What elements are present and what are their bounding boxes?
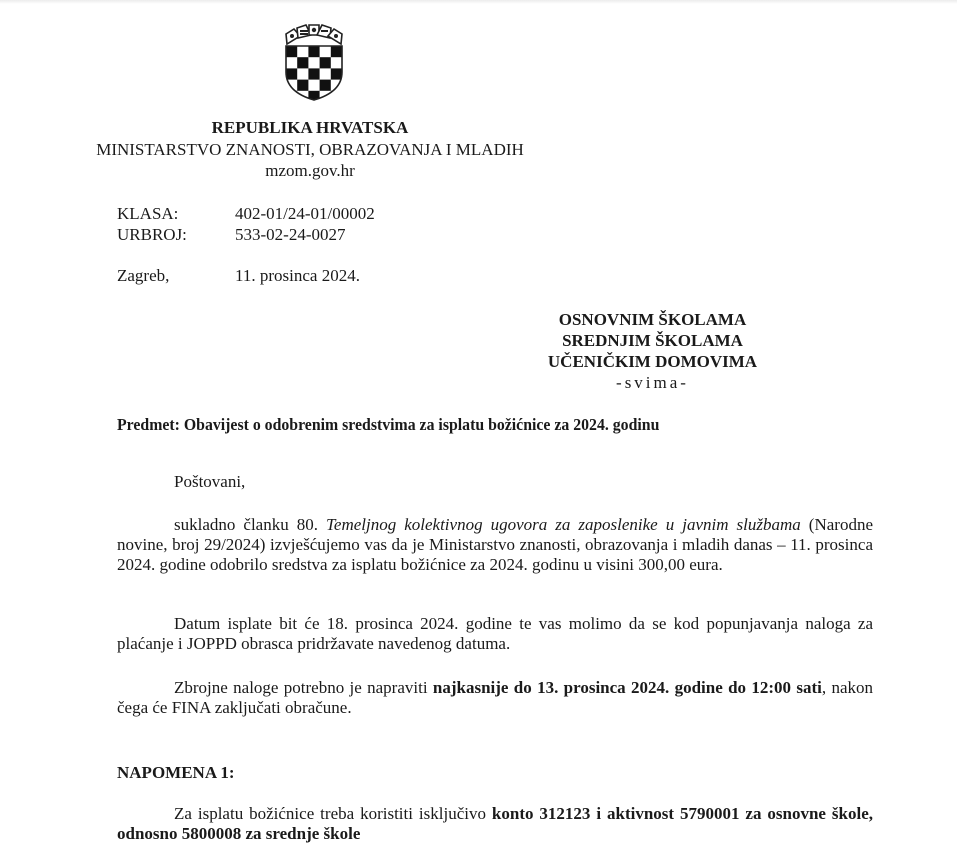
checker-square <box>331 46 342 57</box>
checker-square <box>308 46 319 57</box>
urbroj-label: URBROJ: <box>117 225 187 244</box>
p3-text-start: Zbrojne naloge potrebno je napraviti <box>174 678 433 697</box>
paragraph-deadline <box>117 678 873 718</box>
checker-square <box>297 80 308 91</box>
checker-square <box>308 68 319 79</box>
note-text-start: Za isplatu božićnice treba koristiti isključivo <box>174 804 492 823</box>
p3-text-end: , nakon čega će FINA zaključati obračune. <box>117 678 873 717</box>
p1-text-end: (Narodne novine, broj 29/2024) izvješćujemo vas da je Ministarstvo znanosti, obrazovanja i mladih danas – 11. prosinca 2024. godine odobrilo sredstva za isplatu božićnice za 2024. godinu u visini 300,00 eura. <box>117 515 873 574</box>
ministry-website: mzom.gov.hr <box>265 161 355 180</box>
greeting: Poštovani, <box>174 472 246 491</box>
urbroj-value: 533-02-24-0027 <box>235 225 346 244</box>
agreement-title: Temeljnog kolektivnog ugovora za zaposlenike u javnim službama <box>326 515 801 534</box>
country-name: REPUBLIKA HRVATSKA <box>211 118 409 137</box>
distribution-note: -svima- <box>616 373 689 392</box>
paragraph-legal-basis <box>117 515 873 575</box>
paragraph-note <box>117 804 873 844</box>
recipient-line: UČENIČKIM DOMOVIMA <box>547 352 758 371</box>
p2-text: Datum isplate bit će 18. prosinca 2024. godine te vas molimo da se kod popunjavanja naloga za plaćanje i JOPPD obrasca pridržavate navedenog datuma. <box>117 614 873 653</box>
recipient-line: SREDNJIM ŠKOLAMA <box>562 331 743 350</box>
p1-text-start: sukladno članku 80. <box>174 515 326 534</box>
place-date-row <box>117 265 360 286</box>
deadline-text: najkasnije do 13. prosinca 2024. godine do 12:00 sati <box>432 678 822 697</box>
klasa-label: KLASA: <box>117 204 179 223</box>
checker-square <box>286 46 297 57</box>
paragraph-payment-date <box>117 614 873 654</box>
page-top-edge <box>0 0 957 4</box>
checker-square <box>286 91 297 102</box>
recipient-line: OSNOVNIM ŠKOLAMA <box>558 310 747 329</box>
ministry-name: MINISTARSTVO ZNANOSTI, OBRAZOVANJA I MLADIH <box>96 140 524 159</box>
checker-square <box>331 91 342 102</box>
note-heading: NAPOMENA 1: <box>117 763 235 782</box>
checker-square <box>320 57 331 68</box>
checker-square <box>297 57 308 68</box>
croatian-coat-of-arms-icon <box>283 22 345 102</box>
subject-line: Predmet: Obavijest o odobrenim sredstvima za isplatu božićnice za 2024. godinu <box>117 415 660 434</box>
checker-square <box>286 68 297 79</box>
urbroj-row <box>117 224 345 245</box>
date-value: 11. prosinca 2024. <box>235 266 360 285</box>
checker-square <box>331 68 342 79</box>
klasa-row <box>117 203 375 224</box>
note-account-text: konto 312123 i aktivnost 5790001 za osnovne škole, odnosno 5800008 za srednje škole <box>117 804 873 843</box>
checker-square <box>320 80 331 91</box>
place-label: Zagreb, <box>117 266 170 285</box>
klasa-value: 402-01/24-01/00002 <box>235 204 375 223</box>
